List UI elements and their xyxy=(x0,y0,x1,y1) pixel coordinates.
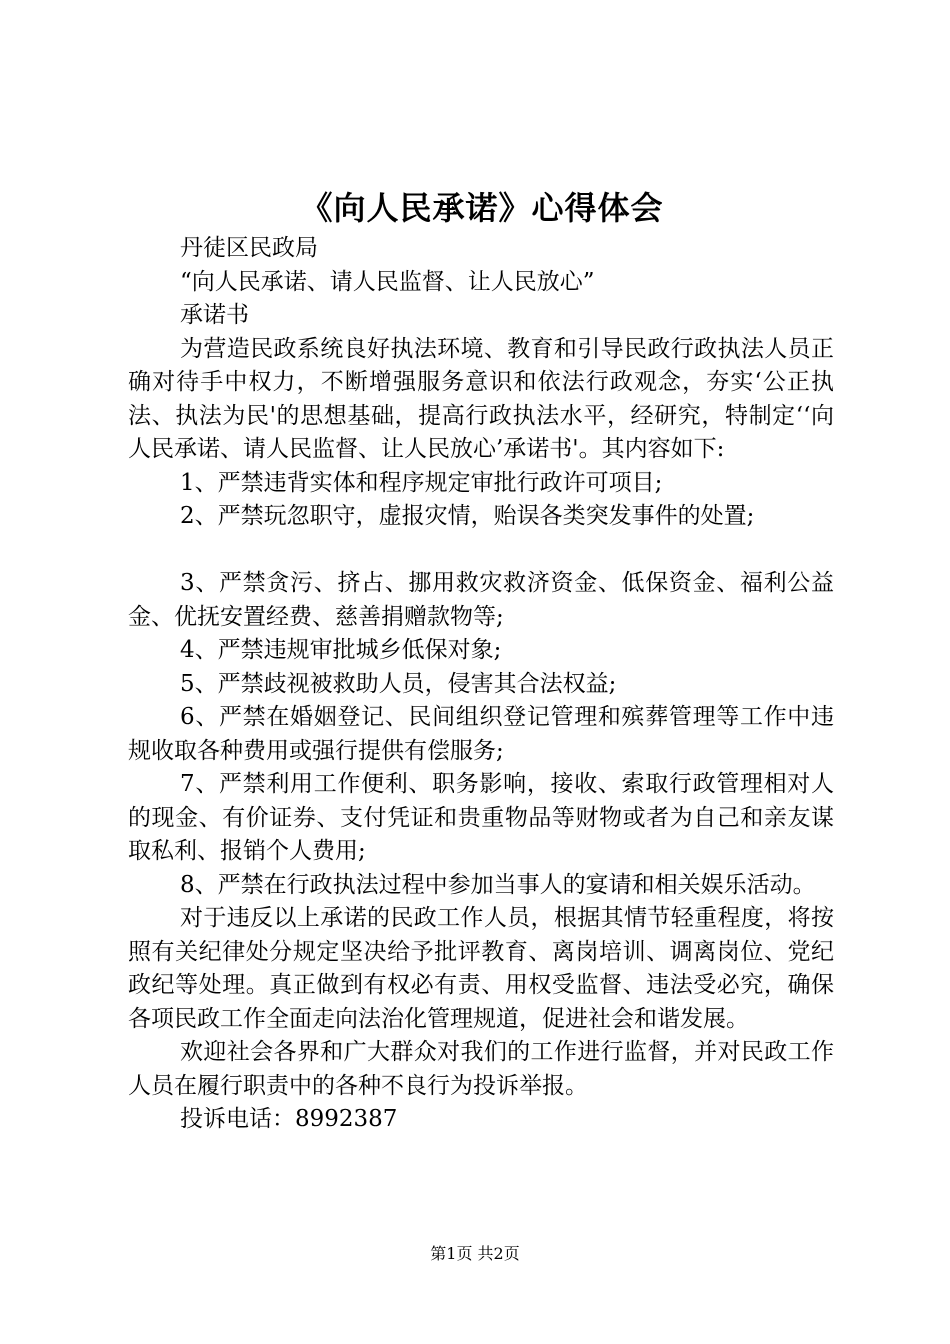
paragraph-item-1: 1、严禁违背实体和程序规定审批行政许可项目; xyxy=(180,469,663,496)
paragraph-intro: 为营造民政系统良好执法环境、教育和引导民政行政执法人员正确对待手中权力，不断增强服务意识和依法行政观念，夯实‘公正执法、执法为民'的思想基础，提高行政执法水平，经研究，特制定‘‘向人民承诺、请人民监督、让人民放心’承诺书'。其内容如下: xyxy=(128,335,834,462)
document-title: 《向人民承诺》心得体会 xyxy=(300,189,664,227)
paragraph-item-5: 5、严禁歧视被救助人员，侵害其合法权益; xyxy=(180,670,617,697)
paragraph-item-4: 4、严禁违规审批城乡低保对象; xyxy=(180,637,502,663)
blank-line xyxy=(128,534,834,568)
paragraph-department: 丹徒区民政局 xyxy=(180,235,318,261)
paragraph-penalty: 对于违反以上承诺的民政工作人员，根据其情节轻重程度，将按照有关纪律处分规定坚决给予批评教育、离岗培训、调离岗位、党纪政纪等处理。真正做到有权必有责、用权受监督、违法受必究，确保各项民政工作全面走向法治化管理规道，促进社会和谐发展。 xyxy=(128,905,834,1032)
paragraph-item-6: 6、严禁在婚姻登记、民间组织登记管理和殡葬管理等工作中违规收取各种费用或强行提供有偿服务; xyxy=(128,704,834,764)
paragraph-item-3: 3、严禁贪污、挤占、挪用救灾救济资金、低保资金、福利公益金、优抚安置经费、慈善捐赠款物等; xyxy=(128,570,834,630)
paragraph-hotline: 投诉电话：8992387 xyxy=(180,1106,398,1132)
paragraph-heading: 承诺书 xyxy=(180,302,249,328)
page-footer: 第1页 共2页 xyxy=(430,1244,520,1263)
document-body xyxy=(128,232,834,1137)
paragraph-item-8: 8、严禁在行政执法过程中参加当事人的宴请和相关娱乐活动。 xyxy=(180,871,816,898)
paragraph-item-2: 2、严禁玩忽职守，虚报灾情，贻误各类突发事件的处置; xyxy=(180,503,755,529)
paragraph-slogan: “向人民承诺、请人民监督、让人民放心” xyxy=(180,268,595,295)
paragraph-item-7: 7、严禁利用工作便利、职务影响，接收、索取行政管理相对人的现金、有价证券、支付凭证和贵重物品等财物或者为自己和亲友谋取私利、报销个人费用; xyxy=(128,771,834,864)
paragraph-welcome: 欢迎社会各界和广大群众对我们的工作进行监督，并对民政工作人员在履行职责中的各种不良行为投诉举报。 xyxy=(128,1039,834,1099)
